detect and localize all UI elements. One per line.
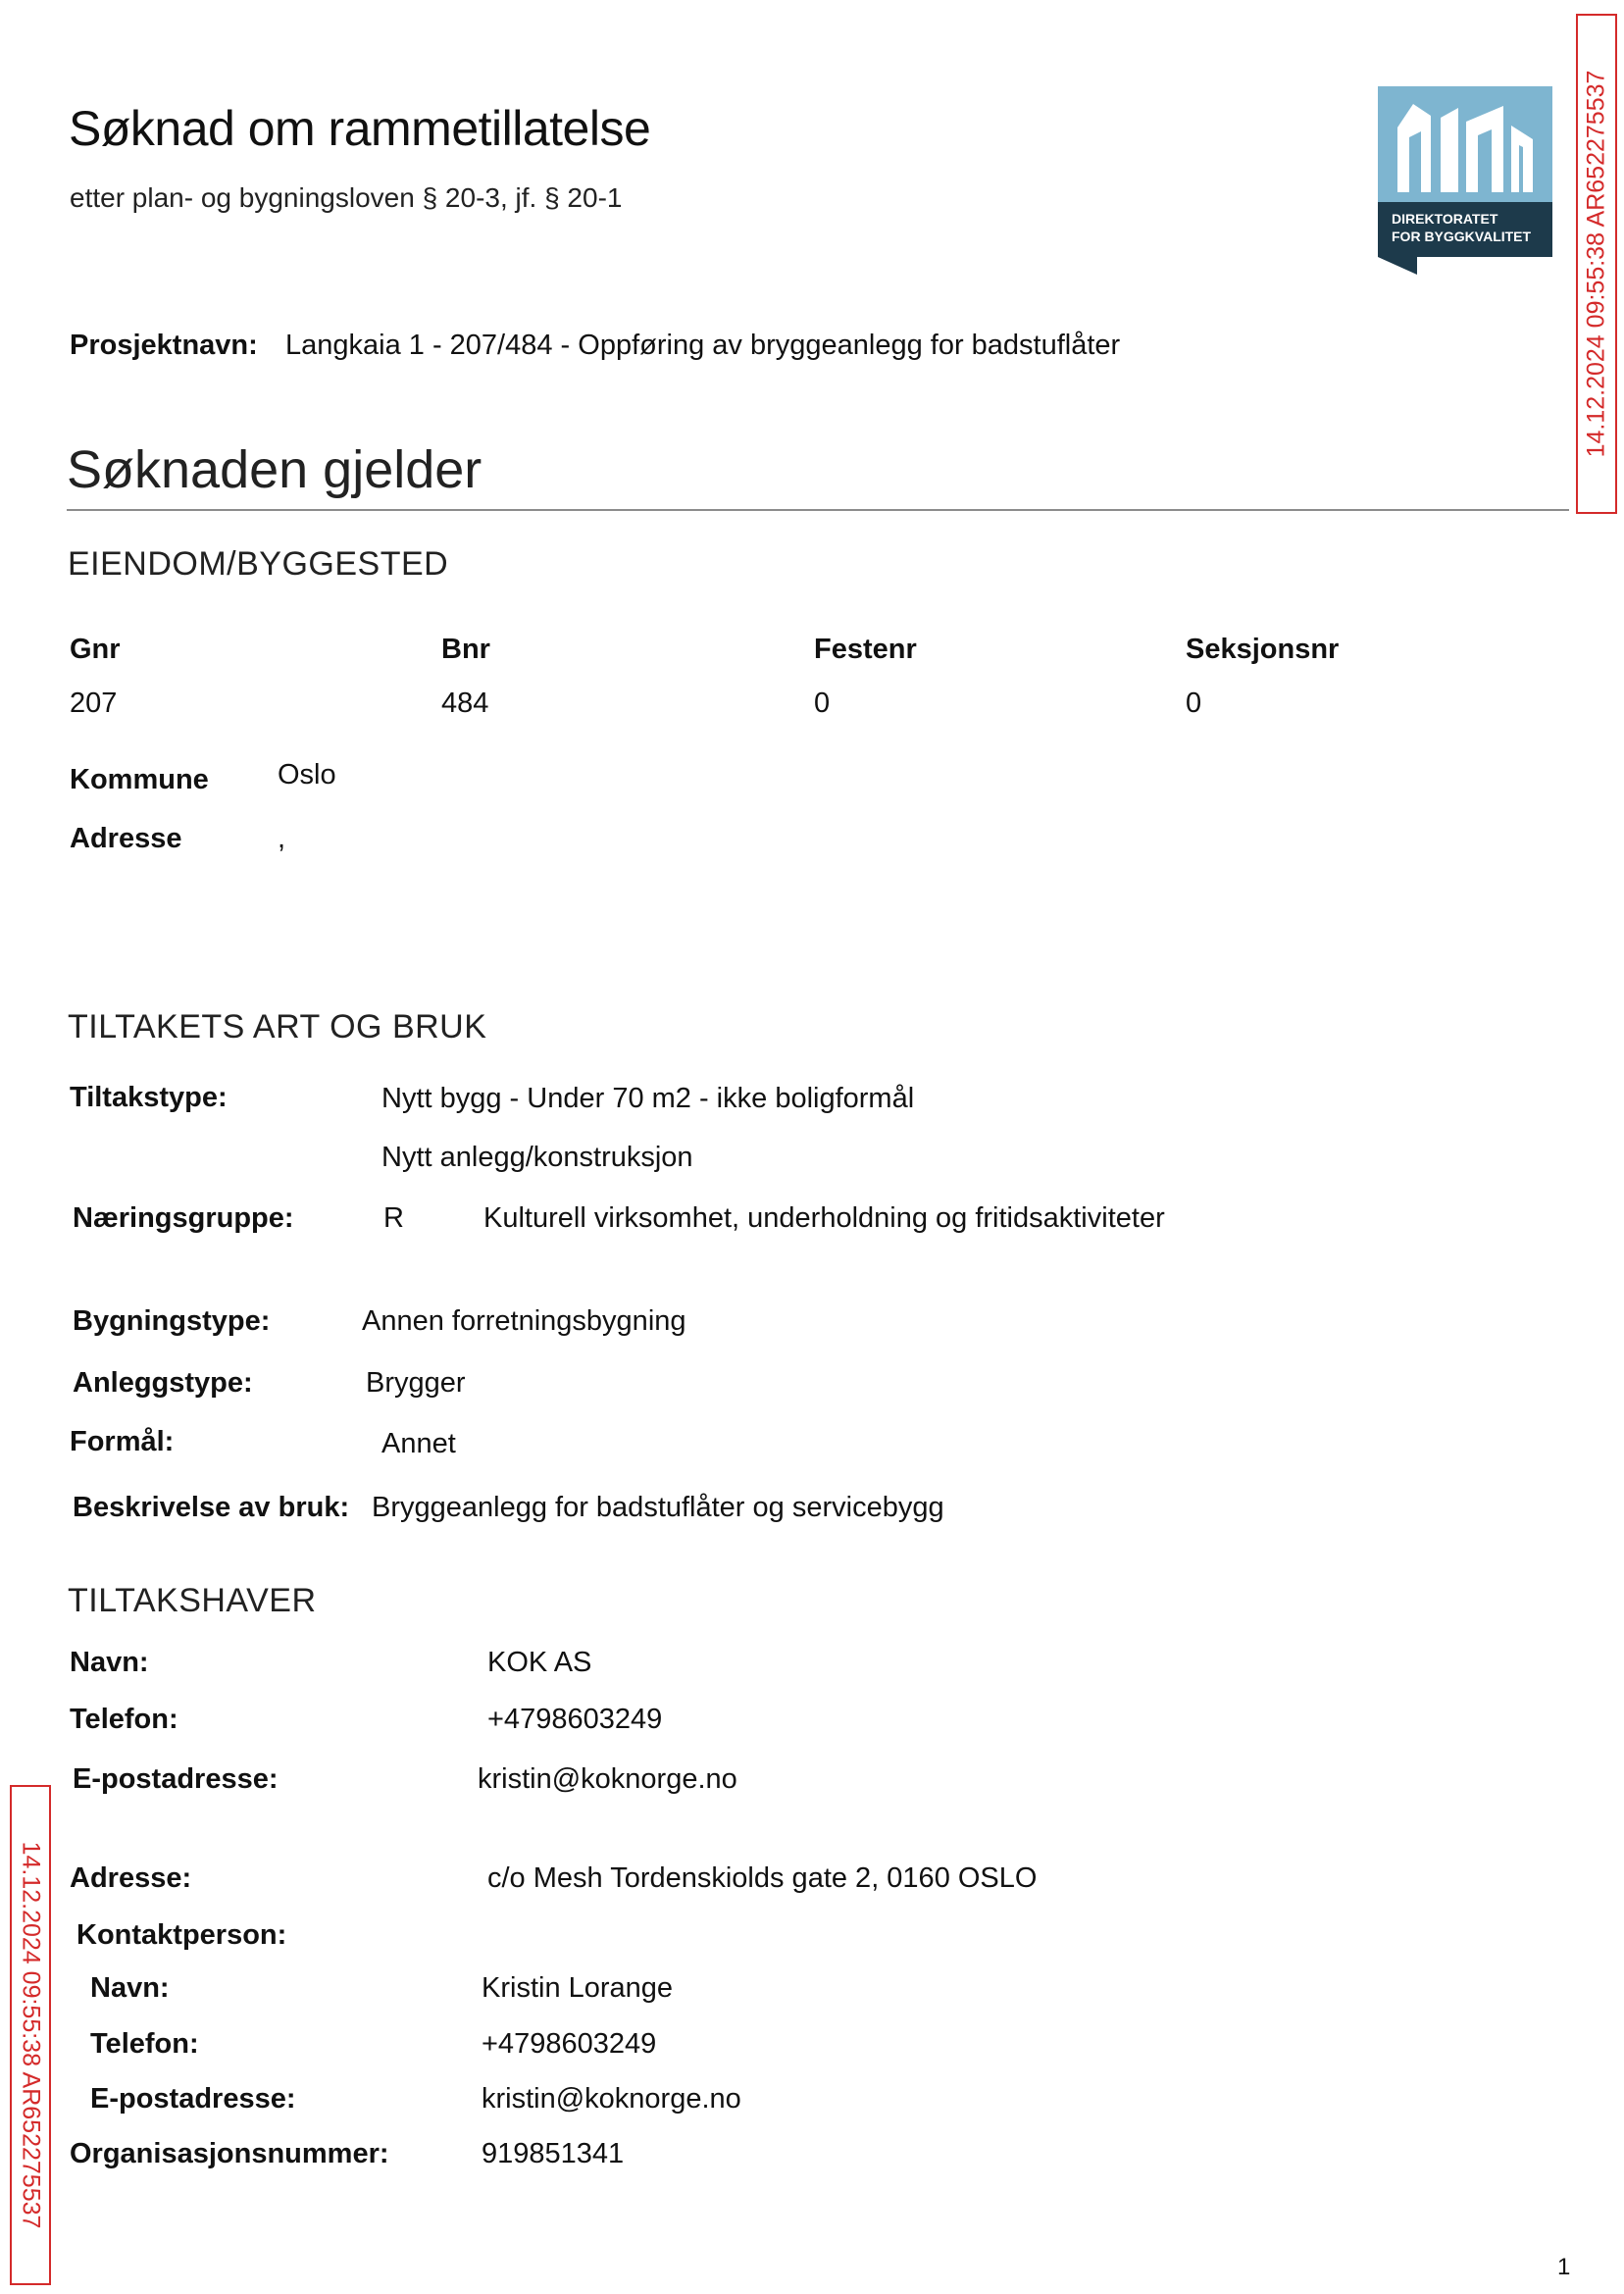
org-number-value: 919851341 [482, 2138, 625, 2169]
timestamp-stamp-top [1576, 14, 1617, 514]
tiltakstype-value-2: Nytt anlegg/konstruksjon [381, 1142, 693, 1173]
measure-heading: TILTAKETS ART OG BRUK [68, 1008, 487, 1045]
tiltakstype-label: Tiltakstype: [70, 1082, 228, 1113]
formal-value: Annet [381, 1428, 456, 1459]
seksjonsnr-label: Seksjonsnr [1186, 634, 1340, 665]
kommune-value: Oslo [278, 759, 336, 790]
owner-phone-value: +4798603249 [487, 1704, 663, 1735]
contact-email-label: E-postadresse: [90, 2083, 296, 2115]
owner-heading: TILTAKSHAVER [68, 1582, 317, 1619]
festenr-label: Festenr [814, 634, 917, 665]
contact-email-value: kristin@koknorge.no [482, 2083, 741, 2115]
naeringsgruppe-label: Næringsgruppe: [73, 1202, 294, 1234]
anleggstype-label: Anleggstype: [73, 1367, 253, 1399]
owner-phone-label: Telefon: [70, 1704, 178, 1735]
naeringsgruppe-value: Kulturell virksomhet, underholdning og fritidsaktiviteter [483, 1202, 1165, 1234]
page-title: Søknad om rammetillatelse [69, 101, 651, 156]
owner-email-label: E-postadresse: [73, 1763, 279, 1795]
anleggstype-value: Brygger [366, 1367, 466, 1399]
heading-divider [67, 509, 1569, 511]
gnr-label: Gnr [70, 634, 121, 665]
owner-name-value: KOK AS [487, 1647, 592, 1678]
dibk-logo-icon [1378, 86, 1552, 275]
contact-phone-label: Telefon: [90, 2028, 199, 2060]
dibk-logo [1378, 86, 1552, 275]
contact-phone-value: +4798603249 [482, 2028, 657, 2060]
project-name-label: Prosjektnavn: [70, 330, 258, 361]
naeringsgruppe-code: R [383, 1202, 404, 1234]
page-number: 1 [1557, 2254, 1571, 2280]
applies-heading: Søknaden gjelder [67, 440, 482, 499]
bygningstype-value: Annen forretningsbygning [362, 1305, 686, 1337]
beskrivelse-value: Bryggeanlegg for badstuflåter og servicebygg [372, 1492, 944, 1523]
contact-name-label: Navn: [90, 1972, 170, 2004]
seksjonsnr-value: 0 [1186, 688, 1202, 719]
beskrivelse-label: Beskrivelse av bruk: [73, 1492, 350, 1523]
logo-line-2: FOR BYGGKVALITET [1392, 229, 1532, 244]
adresse-value: , [278, 823, 286, 854]
owner-name-label: Navn: [70, 1647, 149, 1678]
timestamp-stamp-bottom-text: 14.12.2024 09:55:38 AR652275537 [17, 1841, 45, 2229]
adresse-label: Adresse [70, 823, 182, 854]
project-name-value: Langkaia 1 - 207/484 - Oppføring av bryggeanlegg for badstuflåter [285, 330, 1121, 361]
owner-email-value: kristin@koknorge.no [478, 1763, 737, 1795]
formal-label: Formål: [70, 1426, 175, 1457]
property-heading: EIENDOM/BYGGESTED [68, 545, 449, 583]
timestamp-stamp-bottom [10, 1785, 51, 2285]
bnr-label: Bnr [441, 634, 490, 665]
tiltakstype-value-1: Nytt bygg - Under 70 m2 - ikke boligformål [381, 1083, 915, 1114]
contact-name-value: Kristin Lorange [482, 1972, 674, 2004]
bnr-value: 484 [441, 688, 489, 719]
owner-address-label: Adresse: [70, 1862, 192, 1894]
org-number-label: Organisasjonsnummer: [70, 2138, 389, 2169]
logo-line-1: DIREKTORATET [1392, 211, 1498, 227]
owner-address-value: c/o Mesh Tordenskiolds gate 2, 0160 OSLO [487, 1862, 1038, 1894]
bygningstype-label: Bygningstype: [73, 1305, 271, 1337]
contact-person-label: Kontaktperson: [76, 1919, 287, 1951]
kommune-label: Kommune [70, 764, 209, 795]
page-subtitle: etter plan- og bygningsloven § 20-3, jf. § 20-1 [70, 182, 623, 213]
festenr-value: 0 [814, 688, 831, 719]
gnr-value: 207 [70, 688, 118, 719]
timestamp-stamp-top-text: 14.12.2024 09:55:38 AR652275537 [1582, 70, 1610, 458]
